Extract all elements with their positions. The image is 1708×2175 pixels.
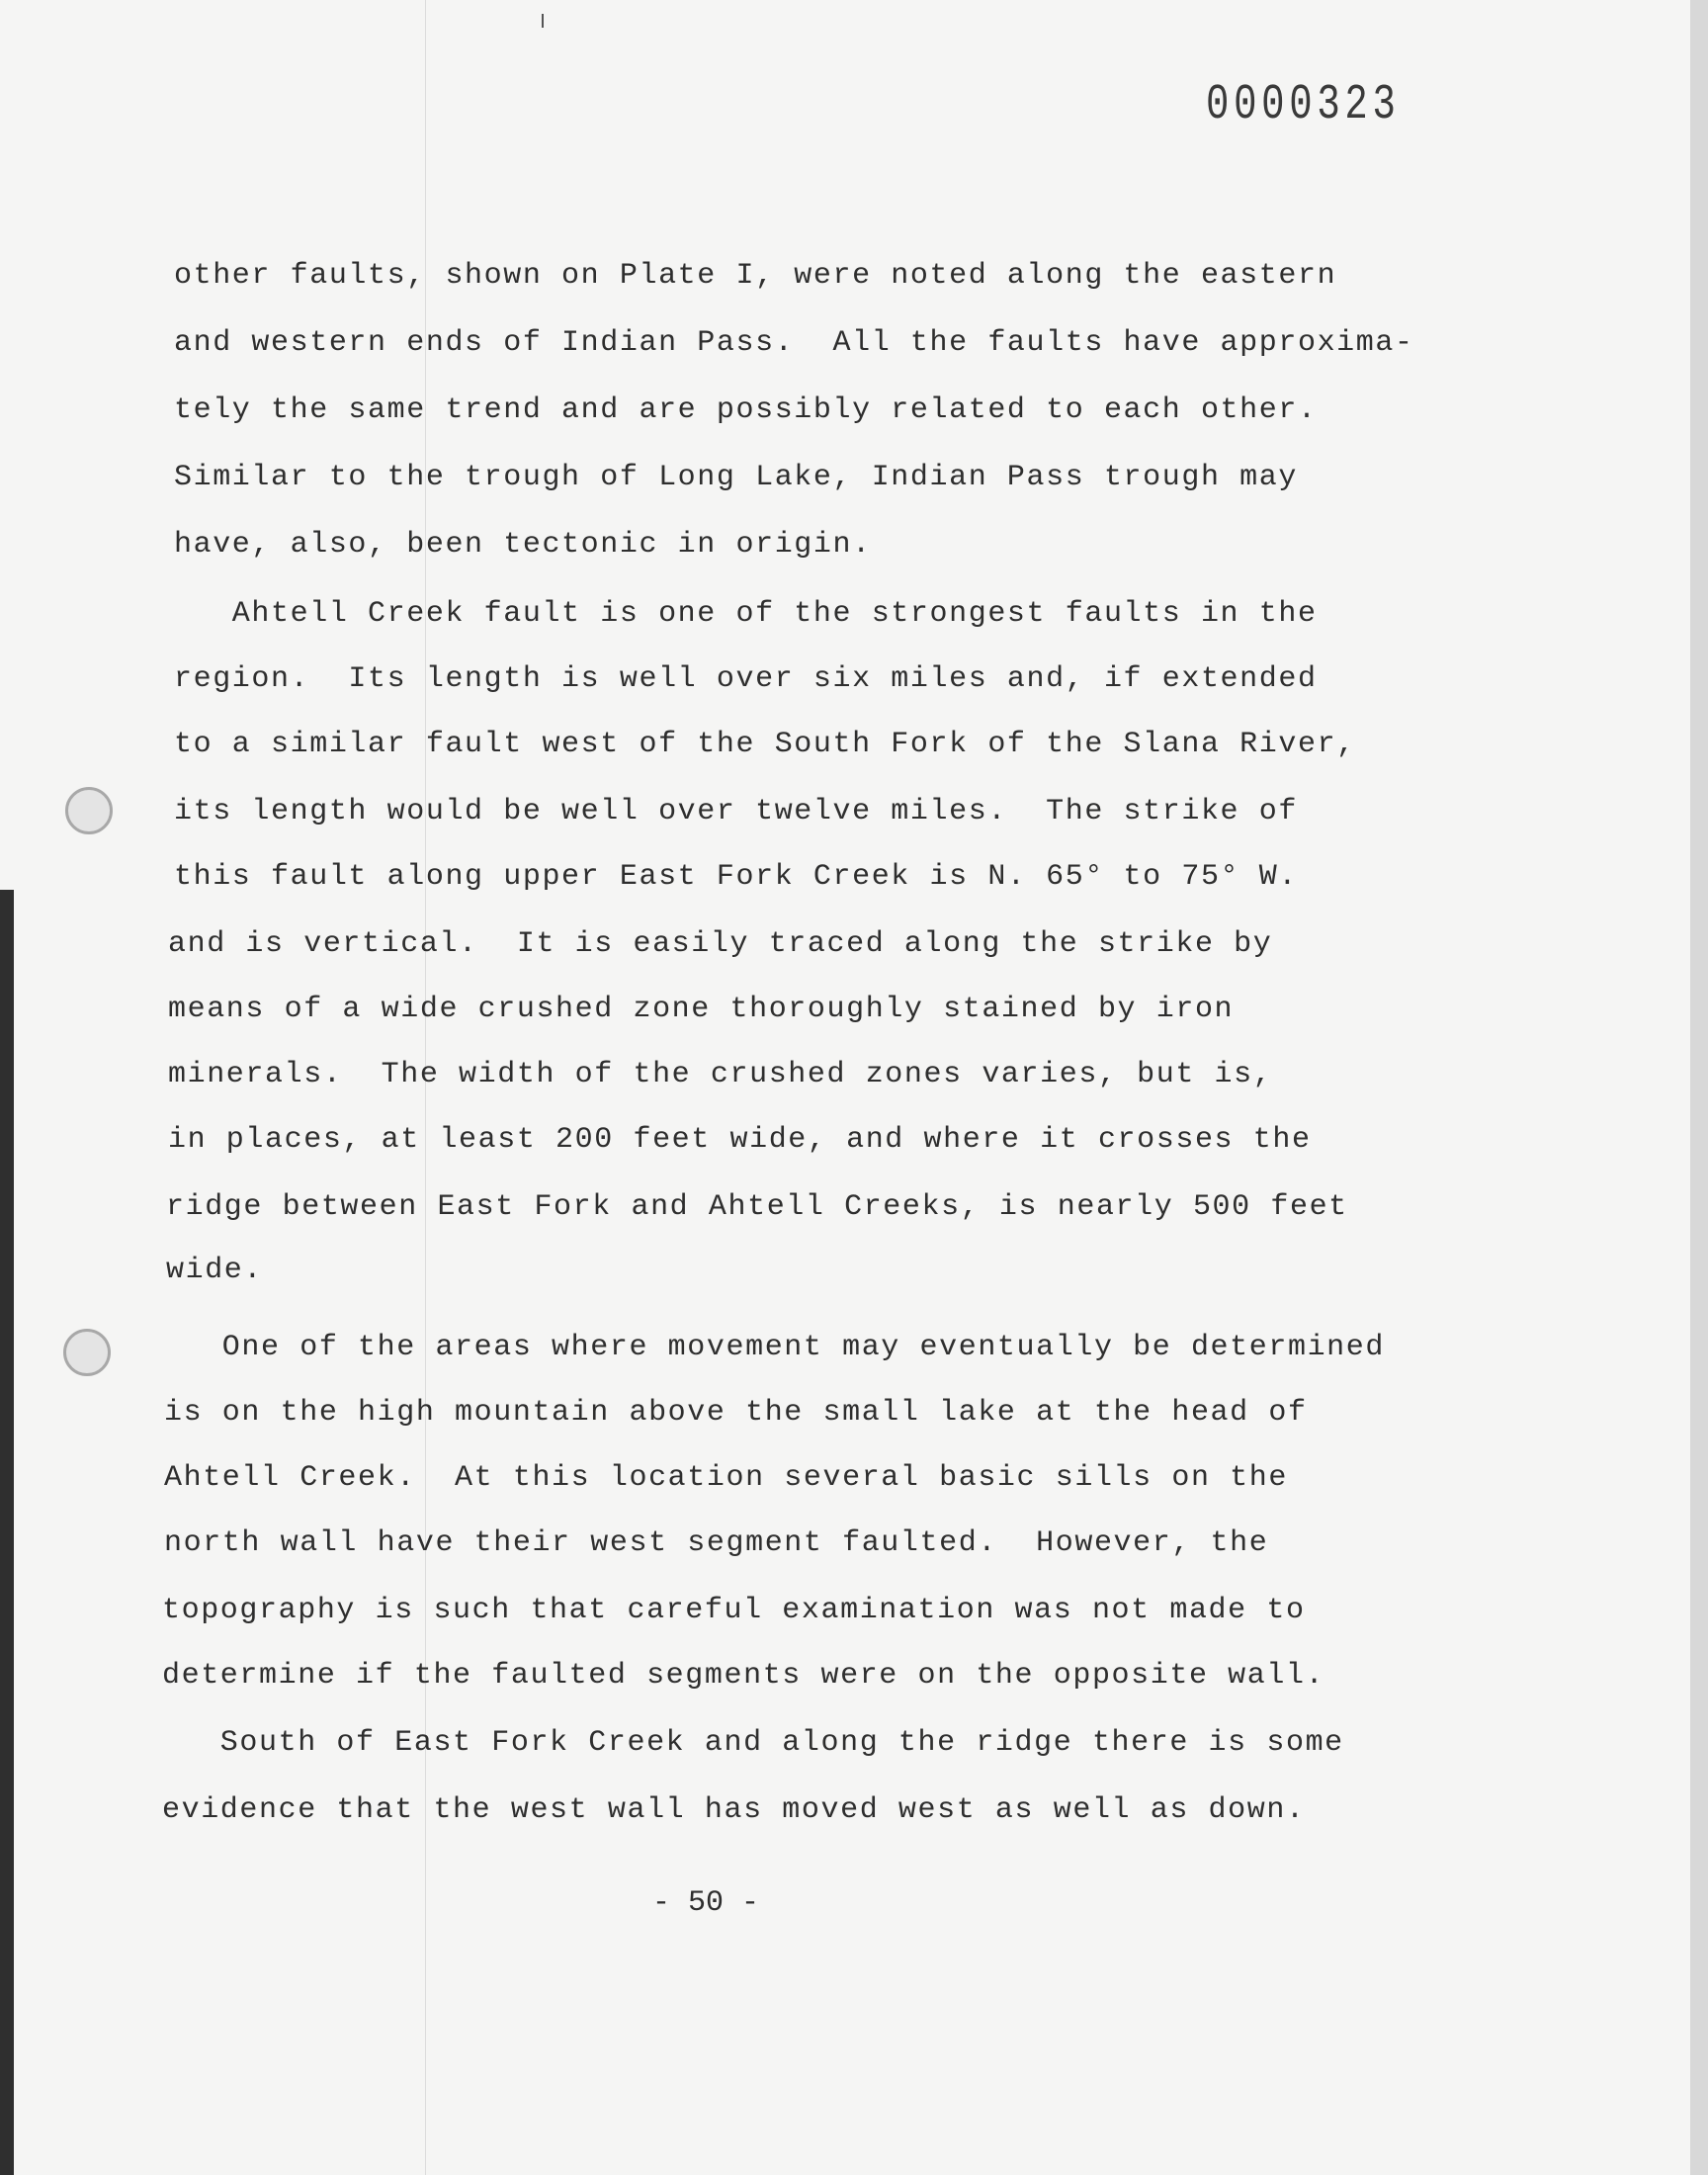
text-line-13: minerals. The width of the crushed zones varies, but is, xyxy=(168,1058,1273,1091)
text-line-22: determine if the faulted segments were on the opposite wall. xyxy=(162,1659,1325,1693)
text-line-24: evidence that the west wall has moved west as well as down. xyxy=(162,1793,1306,1827)
text-line-7: region. Its length is well over six miles and, if extended xyxy=(174,662,1318,696)
text-line-2: and western ends of Indian Pass. All the faults have approxima- xyxy=(174,326,1414,360)
paper-right-edge xyxy=(1690,0,1708,2175)
page-number: - 50 - xyxy=(652,1886,760,1920)
text-line-6: Ahtell Creek fault is one of the strongest faults in the xyxy=(174,597,1318,631)
text-line-17: One of the areas where movement may eventually be determined xyxy=(164,1331,1385,1364)
text-line-9: its length would be well over twelve miles. The strike of xyxy=(174,795,1298,828)
text-line-23: South of East Fork Creek and along the ridge there is some xyxy=(162,1726,1344,1760)
ink-mark xyxy=(542,14,544,28)
text-line-5: have, also, been tectonic in origin. xyxy=(174,528,872,562)
scan-left-border xyxy=(0,890,14,2175)
text-line-19: Ahtell Creek. At this location several basic sills on the xyxy=(164,1461,1288,1495)
text-line-21: topography is such that careful examination was not made to xyxy=(162,1594,1306,1627)
text-line-8: to a similar fault west of the South Fork of the Slana River, xyxy=(174,728,1356,761)
document-number: 0000323 xyxy=(1206,77,1401,133)
text-line-16: wide. xyxy=(166,1254,264,1287)
text-line-20: north wall have their west segment faulted. However, the xyxy=(164,1526,1269,1560)
text-line-18: is on the high mountain above the small lake at the head of xyxy=(164,1396,1308,1430)
text-line-3: tely the same trend and are possibly related to each other. xyxy=(174,393,1318,427)
punch-hole-bottom xyxy=(63,1329,111,1376)
text-line-11: and is vertical. It is easily traced along the strike by xyxy=(168,927,1273,961)
text-line-12: means of a wide crushed zone thoroughly stained by iron xyxy=(168,993,1235,1026)
punch-hole-top xyxy=(65,787,113,834)
text-line-1: other faults, shown on Plate I, were noted along the eastern xyxy=(174,259,1337,293)
text-line-4: Similar to the trough of Long Lake, Indian Pass trough may xyxy=(174,461,1298,494)
text-line-14: in places, at least 200 feet wide, and where it crosses the xyxy=(168,1123,1312,1157)
text-line-15: ridge between East Fork and Ahtell Creeks, is nearly 500 feet xyxy=(166,1190,1348,1224)
text-line-10: this fault along upper East Fork Creek is N. 65° to 75° W. xyxy=(174,860,1298,894)
